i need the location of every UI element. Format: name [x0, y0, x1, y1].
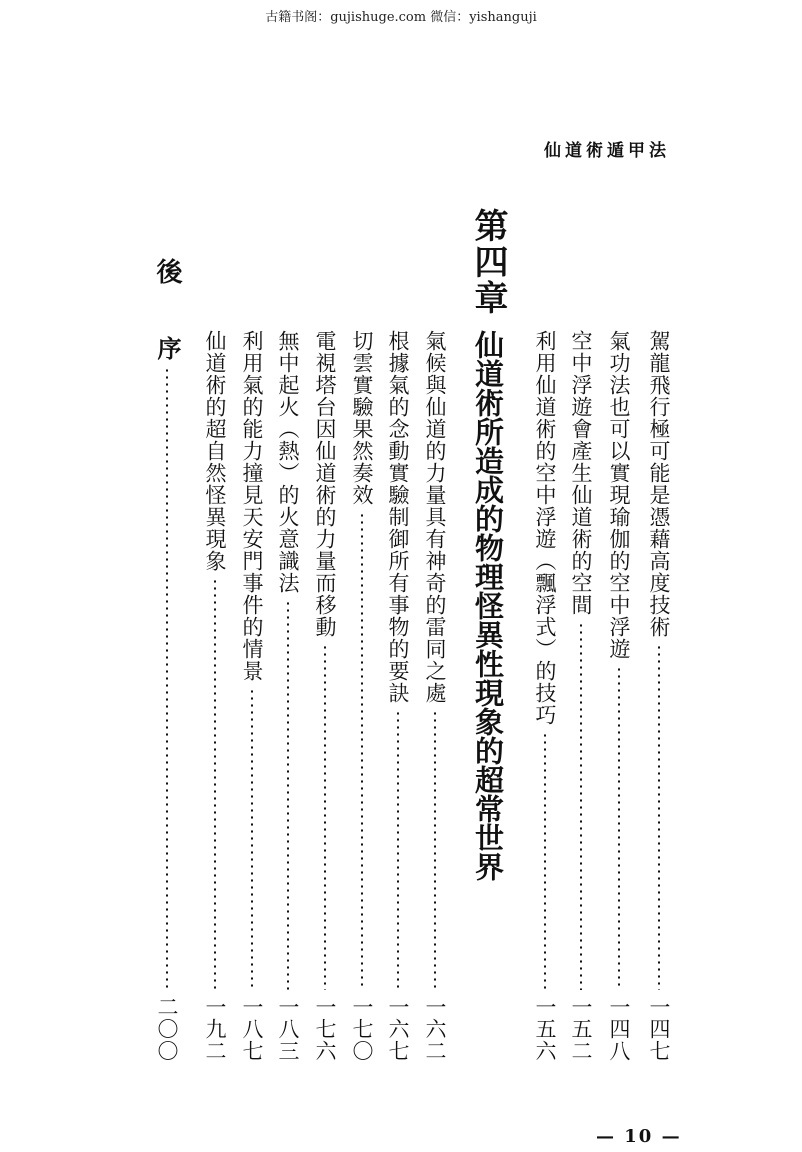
afterword-label: 後 — [152, 258, 182, 284]
toc-entry-title: 氣功法也可以實現瑜伽的空中浮遊 — [607, 330, 631, 660]
page-number: — 10 — — [596, 1126, 682, 1147]
toc-entry-page: 一五二 — [569, 996, 593, 1062]
toc-entry-page: 二〇〇 — [155, 996, 179, 1062]
toc-entry[interactable] — [383, 330, 413, 1062]
watermark-text: 古籍书阁：gujishuge.com 微信：yishanguji — [265, 10, 537, 25]
toc-entry-title: 電視塔台因仙道術的力量而移動 — [313, 330, 337, 638]
toc-entry[interactable] — [566, 330, 596, 1062]
toc-entry-title: 利用仙道術的空中浮遊（飄浮式）的技巧 — [533, 330, 557, 726]
toc-entry-title: 空中浮遊會產生仙道術的空間 — [569, 330, 593, 616]
chapter-title[interactable]: 仙道術所造成的物理怪異性現象的超常世界 — [471, 330, 505, 881]
toc-entry-title: 無中起火（熱）的火意識法 — [276, 330, 300, 594]
toc-entry-page: 一八七 — [240, 996, 264, 1062]
dot-leader — [251, 688, 253, 990]
toc-entry-page: 一七〇 — [350, 996, 374, 1062]
chapter-label: 第四章 — [468, 208, 508, 316]
running-head: 仙道術遁甲法 — [544, 141, 670, 161]
toc-entry[interactable] — [273, 330, 303, 1062]
toc-entry[interactable] — [644, 330, 674, 1062]
toc-entry-page: 一六七 — [386, 996, 410, 1062]
toc-entry-page: 一五六 — [533, 996, 557, 1062]
toc-entry-page: 一八三 — [276, 996, 300, 1062]
dot-leader — [397, 710, 399, 990]
toc-entry-page: 一六二 — [423, 996, 447, 1062]
toc-entry-afterword[interactable] — [152, 336, 182, 1062]
toc-entry-page: 一四八 — [607, 996, 631, 1062]
dot-leader — [287, 600, 289, 990]
dot-leader — [544, 732, 546, 990]
toc-entry-page: 一七六 — [313, 996, 337, 1062]
dot-leader — [658, 644, 660, 990]
toc-entry[interactable] — [420, 330, 450, 1062]
toc-entry-page: 一四七 — [647, 996, 671, 1062]
dot-leader — [361, 512, 363, 990]
dot-leader — [166, 367, 168, 990]
toc-entry[interactable] — [347, 330, 377, 1062]
toc-entry[interactable] — [310, 330, 340, 1062]
dot-leader — [434, 710, 436, 990]
toc-entry-title: 根據氣的念動實驗制御所有事物的要訣 — [386, 330, 410, 704]
toc-entry-title: 序 — [153, 336, 181, 361]
dot-leader — [214, 578, 216, 990]
toc-entry-title: 氣候與仙道的力量具有神奇的雷同之處 — [423, 330, 447, 704]
toc-entry[interactable] — [237, 330, 267, 1062]
dot-leader — [618, 666, 620, 990]
toc-entry[interactable] — [200, 330, 230, 1062]
toc-entry[interactable] — [530, 330, 560, 1062]
dot-leader — [580, 622, 582, 990]
toc-entry-page: 一九二 — [203, 996, 227, 1062]
toc-entry-title: 仙道術的超自然怪異現象 — [203, 330, 227, 572]
toc-entry-title: 駕龍飛行極可能是憑藉高度技術 — [647, 330, 671, 638]
dot-leader — [324, 644, 326, 990]
toc-entry[interactable] — [604, 330, 634, 1062]
toc-entry-title: 切雲實驗果然奏效 — [350, 330, 374, 506]
toc-entry-title: 利用氣的能力撞見天安門事件的情景 — [240, 330, 264, 682]
